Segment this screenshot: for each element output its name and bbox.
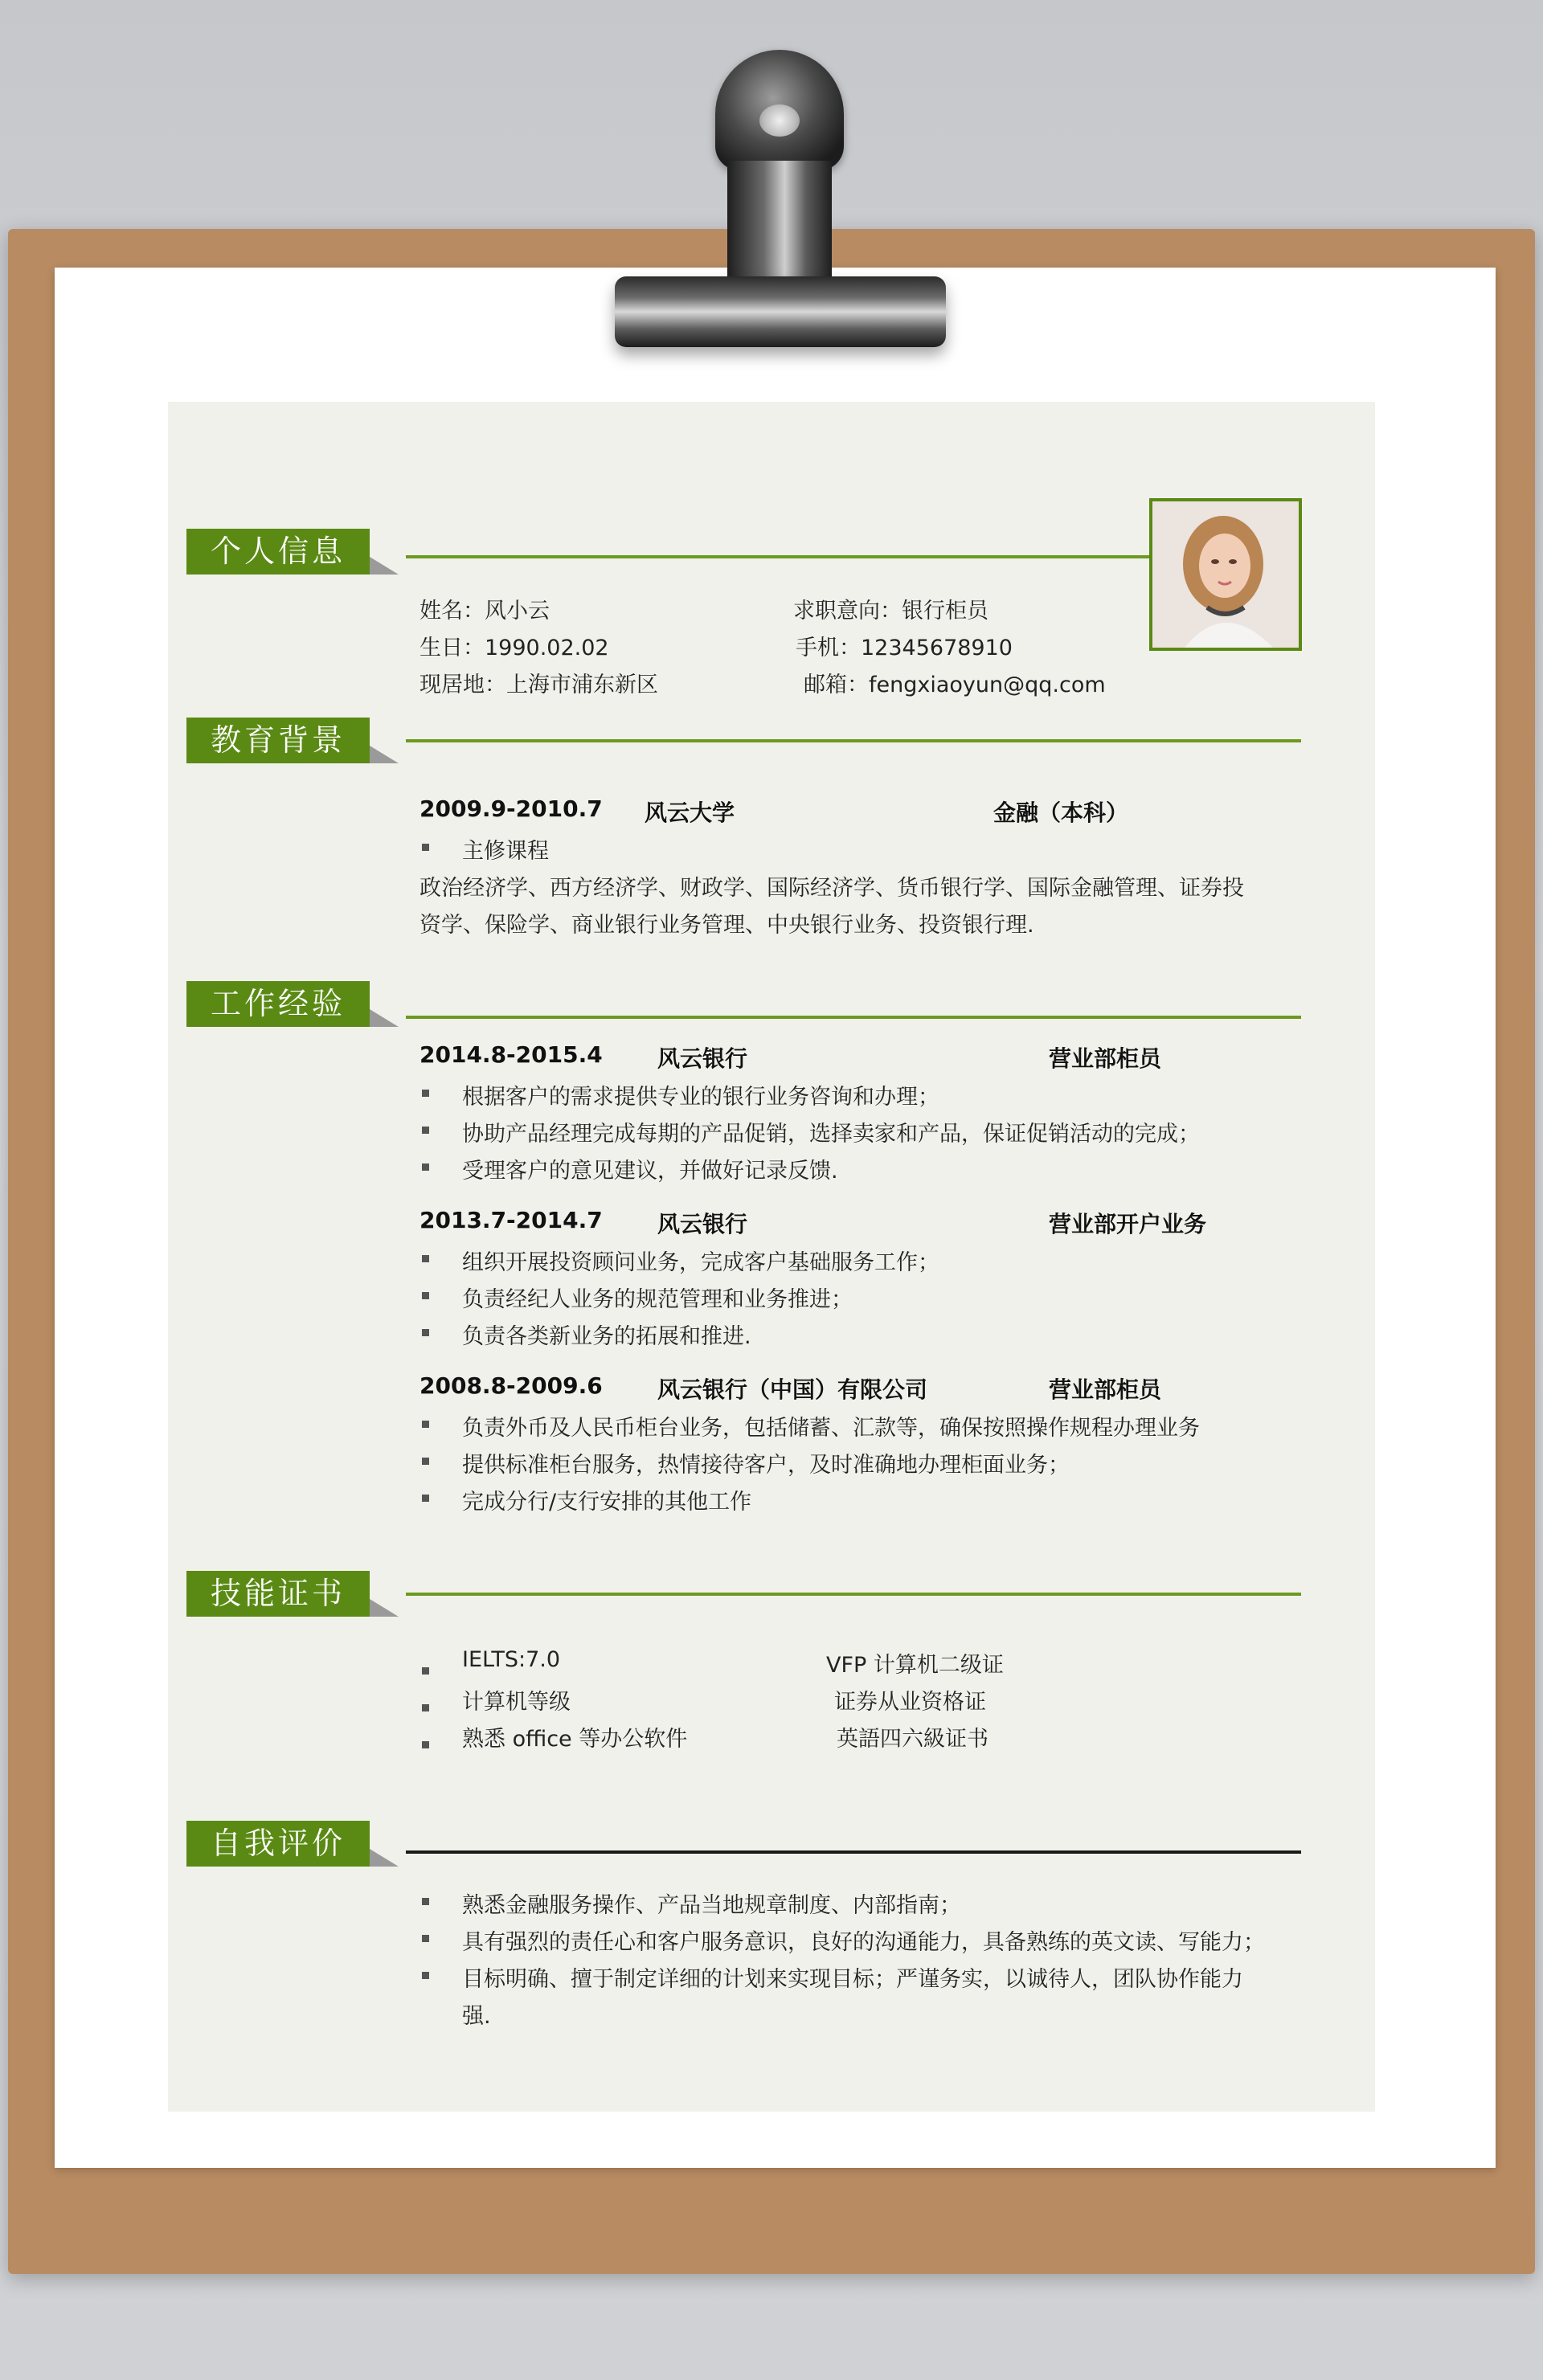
bullet-icon (422, 844, 429, 851)
job-item: 提供标准柜台服务，热情接待客户，及时准确地办理柜面业务； (462, 1453, 1070, 1478)
section-title-education: 教育背景 (186, 718, 370, 763)
job-item: 负责外币及人民币柜台业务，包括储蓄、汇款等，确保按照操作规程办理业务 (462, 1416, 1200, 1441)
bullet-icon (422, 1704, 429, 1711)
job-item: 完成分行/支行安排的其他工作 (462, 1490, 752, 1515)
bullet-icon (422, 1329, 429, 1336)
name-field: 姓名：风小云 (420, 599, 550, 624)
skill-item: 熟悉 office 等办公软件 (462, 1727, 688, 1752)
job-item: 协助产品经理完成每期的产品促销，选择卖家和产品，保证促销活动的完成； (462, 1122, 1200, 1147)
edu-course-title: 主修课程 (462, 839, 549, 864)
job-position: 营业部柜员 (1049, 1045, 1162, 1072)
skill-item: 计算机等级 (462, 1690, 571, 1715)
binder-clip-base (615, 276, 946, 347)
job-item: 根据客户的需求提供专业的银行业务咨询和办理； (462, 1085, 939, 1110)
edu-period: 2009.9-2010.7 (420, 795, 603, 822)
bullet-icon (422, 1163, 429, 1171)
binder-clip-neck (727, 161, 832, 289)
self-item: 具有强烈的责任心和客户服务意识，良好的沟通能力，具备熟练的英文读、写能力； (462, 1930, 1265, 1955)
job-item: 组织开展投资顾问业务，完成客户基础服务工作； (462, 1250, 939, 1275)
skill-item: VFP 计算机二级证 (826, 1653, 1004, 1678)
job-company: 风云银行 (657, 1045, 748, 1072)
job-period: 2014.8-2015.4 (420, 1041, 603, 1068)
job-company: 风云银行 (657, 1211, 748, 1237)
job-position: 营业部开户业务 (1049, 1211, 1207, 1237)
bullet-icon (422, 1495, 429, 1502)
bullet-icon (422, 1458, 429, 1465)
job-company: 风云银行（中国）有限公司 (657, 1376, 928, 1403)
edu-major: 金融（本科） (993, 799, 1129, 826)
bullet-icon (422, 1421, 429, 1428)
skill-item: 英語四六級证书 (837, 1727, 988, 1752)
email-field: 邮箱：fengxiaoyun@qq.com (804, 673, 1106, 697)
edu-courses-line: 政治经济学、西方经济学、财政学、国际经济学、货币银行学、国际金融管理、证券投 (420, 876, 1244, 901)
birthday-field: 生日：1990.02.02 (420, 636, 609, 660)
section-divider (406, 1850, 1301, 1854)
binder-clip-hole (759, 104, 800, 137)
job-item: 负责经纪人业务的规范管理和业务推进； (462, 1287, 853, 1312)
bullet-icon (422, 1898, 429, 1905)
bullet-icon (422, 1972, 429, 1979)
section-title-work: 工作经验 (186, 981, 370, 1027)
section-title-self: 自我评价 (186, 1821, 370, 1867)
section-divider (406, 1016, 1301, 1019)
bullet-icon (422, 1741, 429, 1748)
bullet-icon (422, 1090, 429, 1097)
bullet-icon (422, 1935, 429, 1942)
edu-school: 风云大学 (645, 799, 735, 826)
job-intent-field: 求职意向：银行柜员 (793, 599, 988, 624)
portrait-icon (1152, 501, 1299, 648)
skill-item: 证券从业资格证 (834, 1690, 986, 1715)
job-period: 2013.7-2014.7 (420, 1207, 603, 1233)
bullet-icon (422, 1292, 429, 1299)
phone-field: 手机：12345678910 (796, 636, 1013, 660)
job-item: 负责各类新业务的拓展和推进. (462, 1324, 751, 1349)
job-period: 2008.8-2009.6 (420, 1372, 603, 1399)
address-field: 现居地：上海市浦东新区 (420, 673, 658, 697)
section-divider (406, 1593, 1301, 1596)
section-title-skills: 技能证书 (186, 1571, 370, 1617)
job-position: 营业部柜员 (1049, 1376, 1162, 1403)
skill-item: IELTS:7.0 (462, 1647, 561, 1672)
avatar (1149, 498, 1302, 651)
job-item: 受理客户的意见建议，并做好记录反馈. (462, 1159, 838, 1184)
self-item-tail: 强. (462, 2004, 491, 2029)
edu-courses-line: 资学、保险学、商业银行业务管理、中央银行业务、投资银行理. (420, 913, 1034, 938)
section-divider (406, 555, 1153, 558)
self-item: 目标明确、擅于制定详细的计划来实现目标；严谨务实，以诚待人，团队协作能力 (462, 1967, 1243, 1992)
bullet-icon (422, 1127, 429, 1134)
bullet-icon (422, 1667, 429, 1675)
bullet-icon (422, 1255, 429, 1262)
section-divider (406, 739, 1301, 742)
self-item: 熟悉金融服务操作、产品当地规章制度、内部指南； (462, 1893, 961, 1918)
section-title-personal: 个人信息 (186, 529, 370, 575)
